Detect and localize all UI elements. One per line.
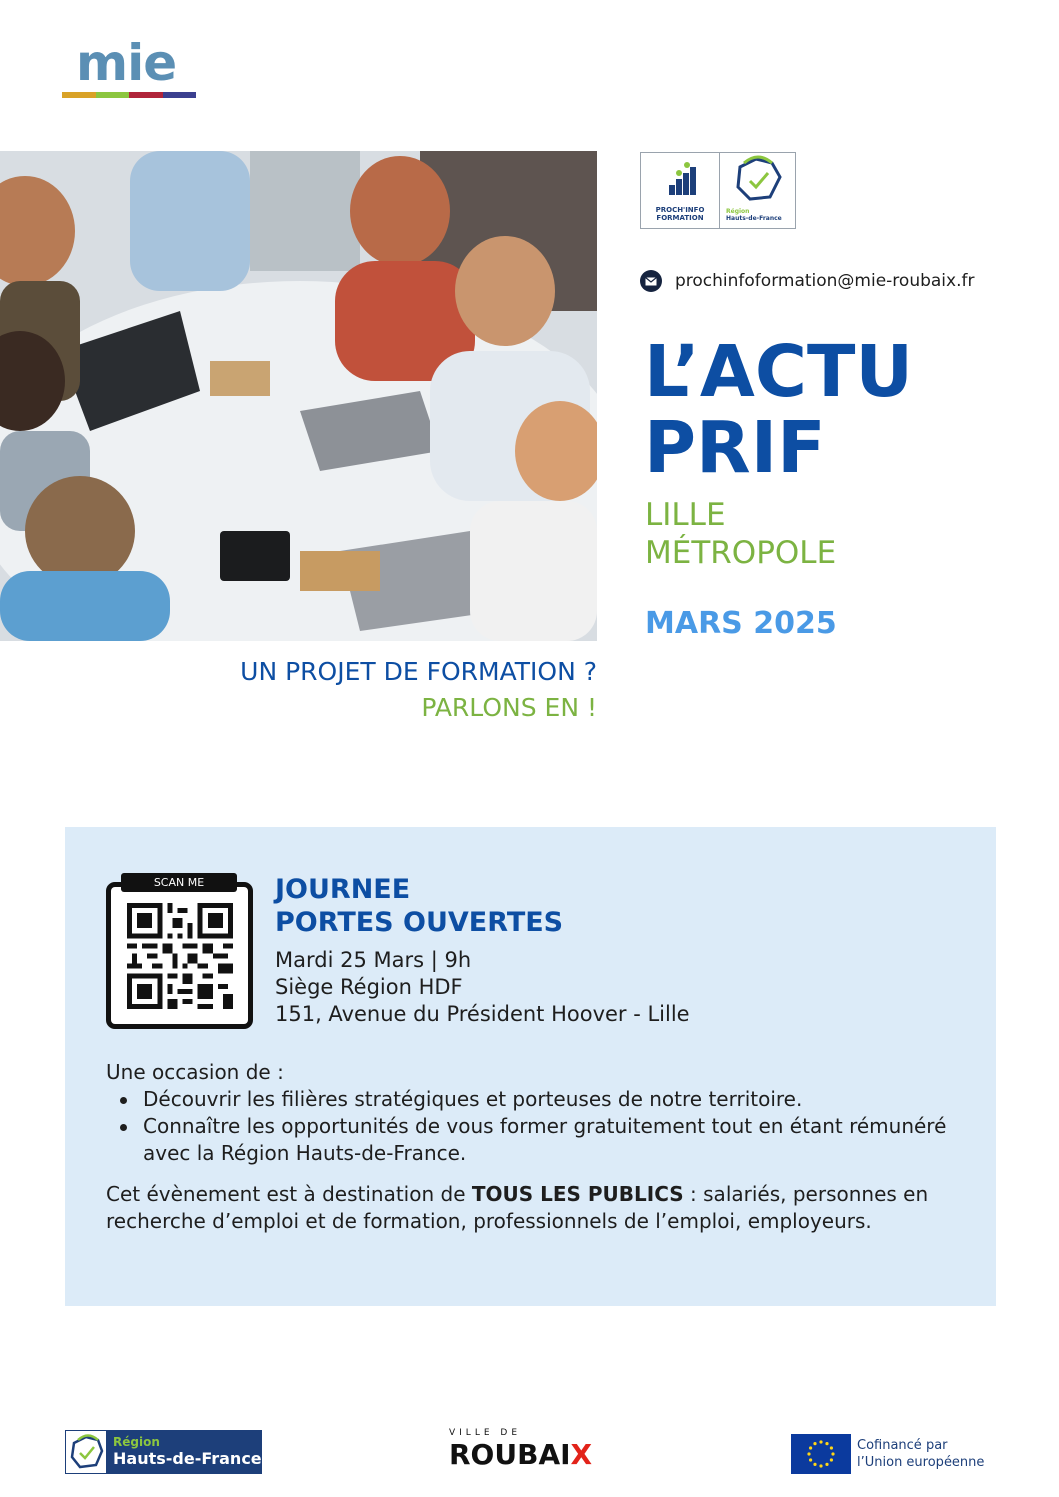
footer-region-logo [65,1430,262,1474]
list-item: Découvrir les filières stratégiques et porteuses de notre territoire. [106,1086,966,1113]
france-map-icon [65,1430,107,1474]
mail-icon [640,270,662,292]
roubaix-prefix: VILLE DE [449,1428,522,1438]
stairs-icon [641,153,719,201]
qr-code-frame[interactable] [106,882,253,1029]
region-logo-small [719,153,797,228]
footer-region-label: Région [113,1435,160,1449]
event-card [65,827,996,1306]
prochinfo-label: PROCH'INFO FORMATION [655,206,705,222]
footer-eu-logo [791,1433,991,1475]
newsletter-date: MARS 2025 [645,606,837,641]
event-venue: Siège Région HDF [275,975,463,999]
eu-funding-text: Cofinancé par l’Union européenne [857,1438,985,1470]
newsletter-location: LILLE MÉTROPOLE [645,497,837,571]
mie-logo-text: mie [76,34,177,92]
meeting-photo [0,151,597,641]
roubaix-name: ROUBAIX [449,1438,593,1471]
france-map-icon [720,153,798,205]
event-audience: Cet évènement est à destination de TOUS LES PUBLICS : salariés, personnes en recherche d’emploi et de formation, professionnels de l’emploi, employeurs. [106,1182,929,1233]
contact-email-link[interactable]: prochinfoformation@mie-roubaix.fr [675,271,975,291]
footer-roubaix-logo [449,1428,609,1472]
event-datetime: Mardi 25 Mars | 9h [275,948,472,972]
list-item: Connaître les opportunités de vous former gratuitement tout en étant rémunéré avec la Région Hauts-de-France. [106,1113,966,1167]
newsletter-title: L’ACTU PRIF [644,330,914,489]
prochinfo-logo [641,153,719,228]
footer-region-name: Hauts-de-France [113,1449,262,1468]
eu-flag-icon [791,1434,851,1474]
mie-logo [62,34,196,102]
tagline-question: UN PROJET DE FORMATION ? [240,657,597,686]
event-details [275,947,690,1028]
mie-logo-bars [62,92,196,98]
contact-email-row [640,270,974,292]
event-title: JOURNEE PORTES OUVERTES [275,874,564,938]
prochinfo-region-logo [640,152,796,229]
region-small-label: Région Hauts-de-France [726,208,782,222]
qr-scan-label: SCAN ME [121,873,237,892]
qr-code-icon[interactable] [127,903,233,1009]
tagline-answer: PARLONS EN ! [421,693,597,722]
event-address: 151, Avenue du Président Hoover - Lille [275,1002,690,1026]
event-description [106,1059,966,1235]
event-intro: Une occasion de : [106,1060,284,1084]
event-benefits-list [106,1086,966,1167]
